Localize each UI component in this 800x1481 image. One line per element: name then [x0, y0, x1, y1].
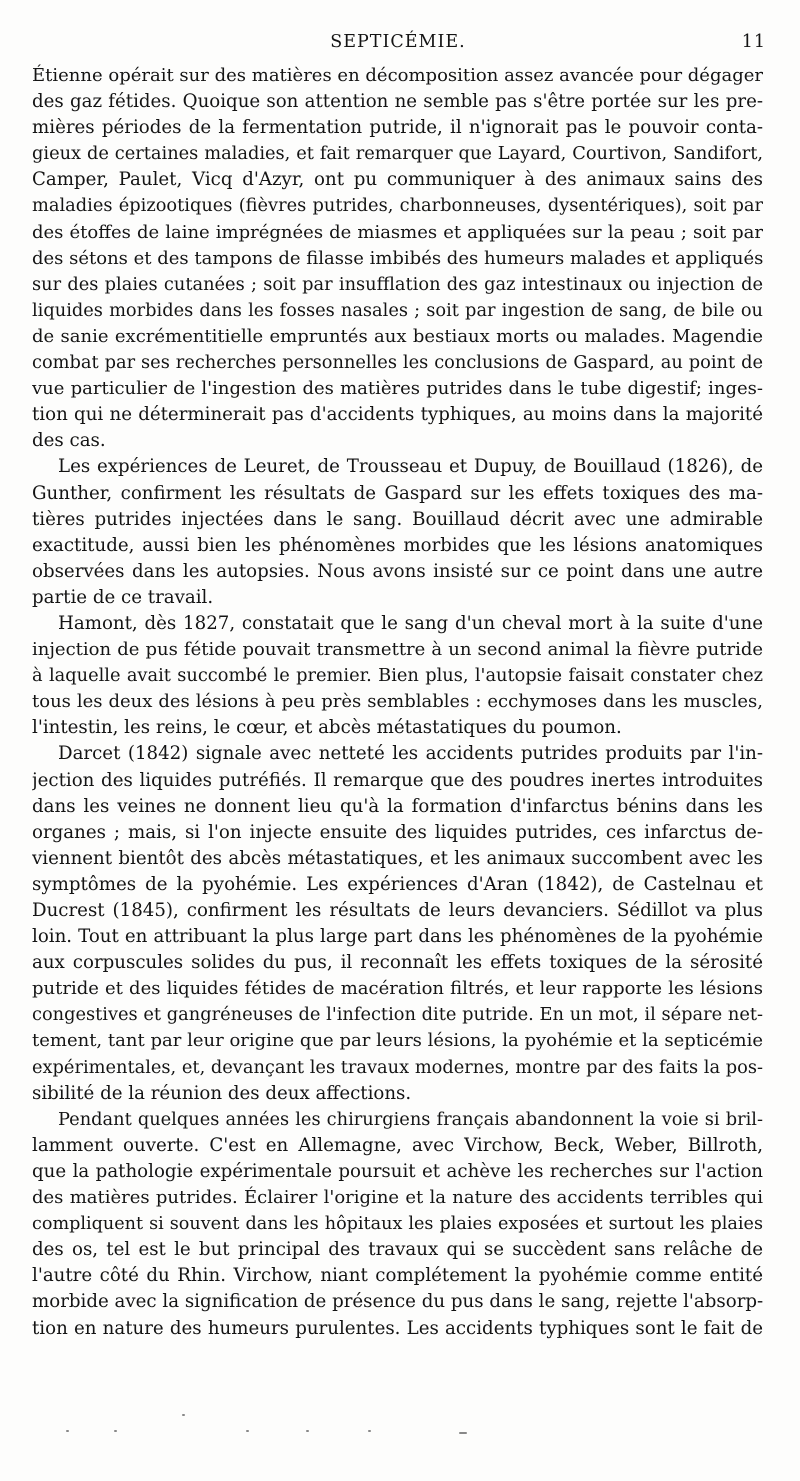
text-line: l'intestin, les reins, le cœur, et abcès métastatiques du poumon.	[32, 717, 622, 739]
text-line: partie de ce travail.	[32, 586, 214, 608]
text-line: sur des plaies cutanées ; soit par insufflation des gaz intestinaux ou injection de	[32, 273, 763, 295]
text-line: Pendant quelques années les chirurgiens français abandonnent la voie si bril-	[58, 1108, 763, 1130]
text-line: tous les deux des lésions à peu près semblables : ecchymoses dans les muscles,	[32, 691, 763, 713]
text-line: lamment ouverte. C'est en Allemagne, avec Virchow, Beck, Weber, Billroth,	[32, 1134, 763, 1156]
text-line: Les expériences de Leuret, de Trousseau et Dupuy, de Bouillaud (1826), de	[58, 456, 763, 478]
text-line: tion qui ne déterminerait pas d'accidents typhiques, au moins dans la majorité	[32, 404, 763, 426]
text-line: des gaz fétides. Quoique son attention ne semble pas s'être portée sur les pre-	[32, 91, 763, 113]
text-line: exactitude, aussi bien les phénomènes morbides que les lésions anatomiques	[32, 534, 763, 556]
paragraph	[32, 454, 763, 611]
paragraph	[32, 741, 763, 1106]
text-line: que la pathologie expérimentale poursuit et achève les recherches sur l'action	[32, 1160, 763, 1182]
text-line: sibilité de la réunion des deux affections.	[32, 1082, 412, 1104]
text-line: tement, tant par leur origine que par leurs lésions, la pyohémie et la septicémie	[32, 1030, 763, 1052]
paragraph	[32, 63, 763, 454]
ink-speck	[182, 1414, 185, 1416]
text-line: dans les veines ne donnent lieu qu'à la formation d'infarctus bénins dans les	[32, 795, 763, 817]
text-line: Camper, Paulet, Vicq d'Azyr, ont pu communiquer à des animaux sains des	[32, 169, 763, 191]
text-line: l'autre côté du Rhin. Virchow, niant complétement la pyohémie comme entité	[32, 1265, 763, 1287]
text-line: symptômes de la pyohémie. Les expériences d'Aran (1842), de Castelnau et	[32, 873, 763, 895]
text-line: loin. Tout en attribuant la plus large part dans les phénomènes de la pyohémie	[32, 926, 763, 948]
text-line: des sétons et des tampons de filasse imbibés des humeurs malades et appliqués	[32, 247, 763, 269]
ink-speck	[368, 1430, 371, 1432]
text-line: à laquelle avait succombé le premier. Bien plus, l'autopsie faisait constater chez	[32, 665, 763, 687]
text-line: aux corpuscules solides du pus, il reconnaît les effets toxiques de la sérosité	[32, 952, 763, 974]
ink-speck	[114, 1430, 117, 1432]
text-line: liquides morbides dans les fosses nasales ; soit par ingestion de sang, de bile ou	[32, 299, 763, 321]
paragraph	[32, 611, 763, 741]
text-line: combat par ses recherches personnelles les conclusions de Gaspard, au point de	[32, 352, 763, 374]
ink-speck	[459, 1432, 467, 1434]
text-line: des cas.	[32, 430, 106, 452]
text-line: observées dans les autopsies. Nous avons insisté sur ce point dans une autre	[32, 560, 763, 582]
text-line: de sanie excrémentitielle empruntés aux bestiaux morts ou malades. Magendie	[32, 325, 763, 347]
text-line: tion en nature des humeurs purulentes. Les accidents typhiques sont le fait de	[32, 1317, 763, 1339]
text-line: Étienne opérait sur des matières en décomposition assez avancée pour dégager	[32, 65, 763, 86]
text-line: des os, tel est le but principal des travaux qui se succèdent sans relâche de	[32, 1239, 763, 1261]
text-line: vue particulier de l'ingestion des matières putrides dans le tube digestif; inges-	[32, 378, 763, 400]
text-line: Ducrest (1845), confirment les résultats de leurs devanciers. Sédillot va plus	[32, 900, 763, 921]
text-line: viennent bientôt des abcès métastatiques, et les animaux succombent avec les	[32, 847, 763, 869]
text-line: Hamont, dès 1827, constatait que le sang d'un cheval mort à la suite d'une	[58, 612, 763, 634]
text-line: injection de pus fétide pouvait transmettre à un second animal la fièvre putride	[32, 639, 763, 661]
running-header	[30, 30, 766, 58]
text-line: des étoffes de laine imprégnées de miasmes et appliquées sur la peau ; soit par	[32, 221, 763, 243]
text-line: Darcet (1842) signale avec netteté les accidents putrides produits par l'in-	[58, 743, 763, 765]
text-line: jection des liquides putréfiés. Il remarque que des poudres inertes introduites	[32, 769, 763, 791]
print-specks	[0, 1408, 800, 1448]
ink-speck	[306, 1430, 309, 1432]
page-number: 11	[741, 32, 766, 52]
text-line: Gunther, confirment les résultats de Gaspard sur les effets toxiques des ma-	[32, 482, 763, 504]
text-line: des matières putrides. Éclairer l'origine et la nature des accidents terribles qui	[32, 1187, 763, 1209]
ink-speck	[66, 1430, 69, 1432]
text-line: maladies épizootiques (fièvres putrides, charbonneuses, dysentériques), soit par	[32, 195, 763, 217]
paragraph	[32, 1107, 763, 1342]
text-line: mières périodes de la fermentation putride, il n'ignorait pas le pouvoir conta-	[32, 117, 763, 139]
ink-speck	[246, 1430, 249, 1432]
running-title: SEPTICÉMIE.	[330, 32, 466, 52]
text-line: compliquent si souvent dans les hôpitaux les plaies exposées et surtout les plaies	[32, 1214, 763, 1235]
body-text	[32, 63, 763, 1342]
text-line: tières putrides injectées dans le sang. Bouillaud décrit avec une admirable	[32, 508, 763, 530]
text-line: organes ; mais, si l'on injecte ensuite des liquides putrides, ces infarctus de-	[32, 821, 763, 843]
text-line: gieux de certaines maladies, et fait remarquer que Layard, Courtivon, Sandifort,	[32, 143, 763, 165]
text-line: expérimentales, et, devançant les travaux modernes, montre par des faits la pos-	[32, 1056, 763, 1078]
text-line: morbide avec la signification de présence du pus dans le sang, rejette l'absorp-	[32, 1291, 763, 1313]
text-line: putride et des liquides fétides de macération filtrés, et leur rapporte les lésions	[32, 978, 763, 1000]
text-line: congestives et gangréneuses de l'infection dite putride. En un mot, il sépare net-	[32, 1004, 763, 1026]
